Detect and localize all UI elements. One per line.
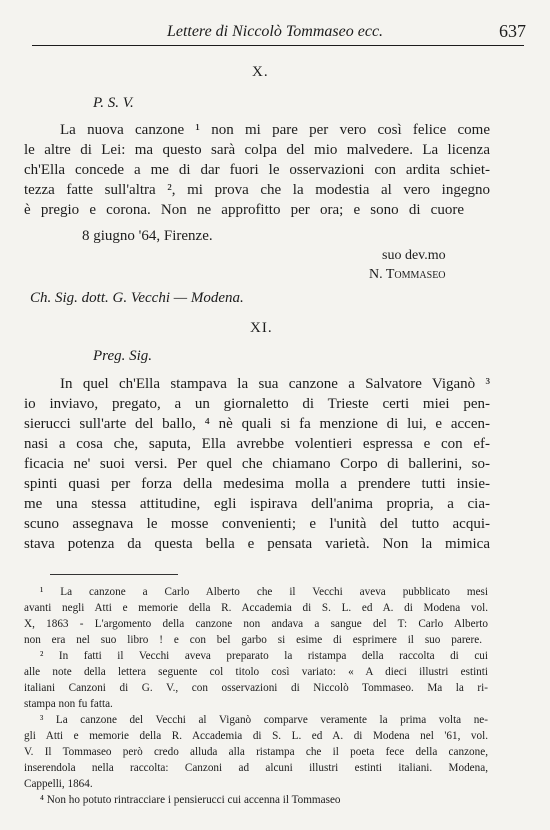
letter-xi-line: me una stessa attitudine, egli ispirava dell'anima propria, a cia-: [24, 496, 490, 512]
letter-xi-salutation: Preg. Sig.: [93, 348, 153, 364]
letter-xi-numeral: XI.: [250, 320, 273, 336]
footnote-line: Cappelli, 1864.: [24, 778, 93, 790]
letter-x-line: La nuova canzone ¹ non mi pare per vero così felice come: [60, 122, 490, 138]
footnote-rule: [50, 574, 178, 575]
footnote-line: gli Atti e memorie della R. Accademia di S. L. ed A. di Modena nel '61, vol.: [24, 730, 488, 742]
letter-x-signature: N. Tommaseo: [369, 267, 446, 282]
letter-x-salutation: P. S. V.: [93, 95, 134, 111]
footnote-line: ¹ La canzone a Carlo Alberto che il Vecchi aveva pubblicato mesi: [40, 586, 488, 598]
footnote-line: alle note della lettera seguente col titolo così variato: « A dieci illustri estinti: [24, 666, 488, 678]
footnote-line: inserendola nella raccolta: Canzoni ad alcuni illustri estinti italiani. Modena,: [24, 762, 488, 774]
letter-x-line: le altre di Lei: ma questo sarà colpa del mio malvedere. La licenza: [24, 142, 490, 158]
footnote-line: ⁴ Non ho potuto rintracciare i pensierucci cui accenna il Tommaseo: [40, 794, 341, 806]
letter-xi-line: stava potenza da questa bella e pensata varietà. Non la mimica: [24, 536, 490, 552]
letter-x-line: è pregio e corona. Non ne approfitto per ora; e sono di cuore: [24, 202, 464, 218]
letter-xi-line: nasi a cosa che, saputa, Ella avrebbe volentieri espressa e con ef-: [24, 436, 490, 452]
footnote-line: ³ La canzone del Vecchi al Viganò comparve veramente la prima volta ne-: [40, 714, 488, 726]
page-number: 637: [499, 21, 526, 41]
header-rule: [32, 45, 524, 46]
footnote-line: ² In fatti il Vecchi aveva preparato la ristampa della raccolta di cui: [40, 650, 488, 662]
footnote-line: V. Il Tommaseo però credo alluda alla ristampa che il poeta fece della canzone,: [24, 746, 488, 758]
letter-xi-line: In quel ch'Ella stampava la sua canzone a Salvatore Viganò ³: [60, 376, 490, 392]
letter-xi-line: spinti quasi per forza della medesima molla a prendere tutti insie-: [24, 476, 490, 492]
footnote-line: italiani Canzoni di G. V., con osservazioni di Niccolò Tommaseo. Ma la ri-: [24, 682, 488, 694]
letter-x-addressee: Ch. Sig. dott. G. Vecchi — Modena.: [30, 290, 244, 306]
footnote-line: avanti negli Atti e memorie della R. Accademia di S. L. ed A. di Modena vol.: [24, 602, 488, 614]
footnote-line: stampa non fu fatta.: [24, 698, 113, 710]
letter-x-numeral: X.: [252, 64, 269, 80]
letter-xi-line: sierucci sull'arte del ballo, ⁴ nè quali si fa menzione di lui, e accen-: [24, 416, 490, 432]
letter-x-line: tezza fatte sull'altra ², mi prova che la modestia al vero ingegno: [24, 182, 490, 198]
letter-xi-line: scuno assegnava le mosse convenienti; e l'unità del tutto acqui-: [24, 516, 490, 532]
letter-xi-line: ficacia ne' suoi versi. Per quel che chiamano Corpo di ballerini, so-: [24, 456, 490, 472]
running-head: [0, 20, 550, 46]
letter-x-closing: suo dev.mo: [382, 248, 446, 263]
letter-x-line: ch'Ella concede a me di dar fuori le osservazioni con ardita schiet-: [24, 162, 490, 178]
footnote-line: X, 1863 - L'argomento della canzone non andava a sangue del T: Carlo Alberto: [24, 618, 488, 630]
letter-xi-line: io inviavo, pregato, a un giornaletto di Trieste certi miei pen-: [24, 396, 490, 412]
letter-x-date-place: 8 giugno '64, Firenze.: [82, 228, 213, 244]
footnote-line: non era nel suo libro ! e con bel garbo si esime di esprimere il suo parere.: [24, 634, 482, 646]
running-head-title: Lettere di Niccolò Tommaseo ecc.: [166, 23, 384, 40]
